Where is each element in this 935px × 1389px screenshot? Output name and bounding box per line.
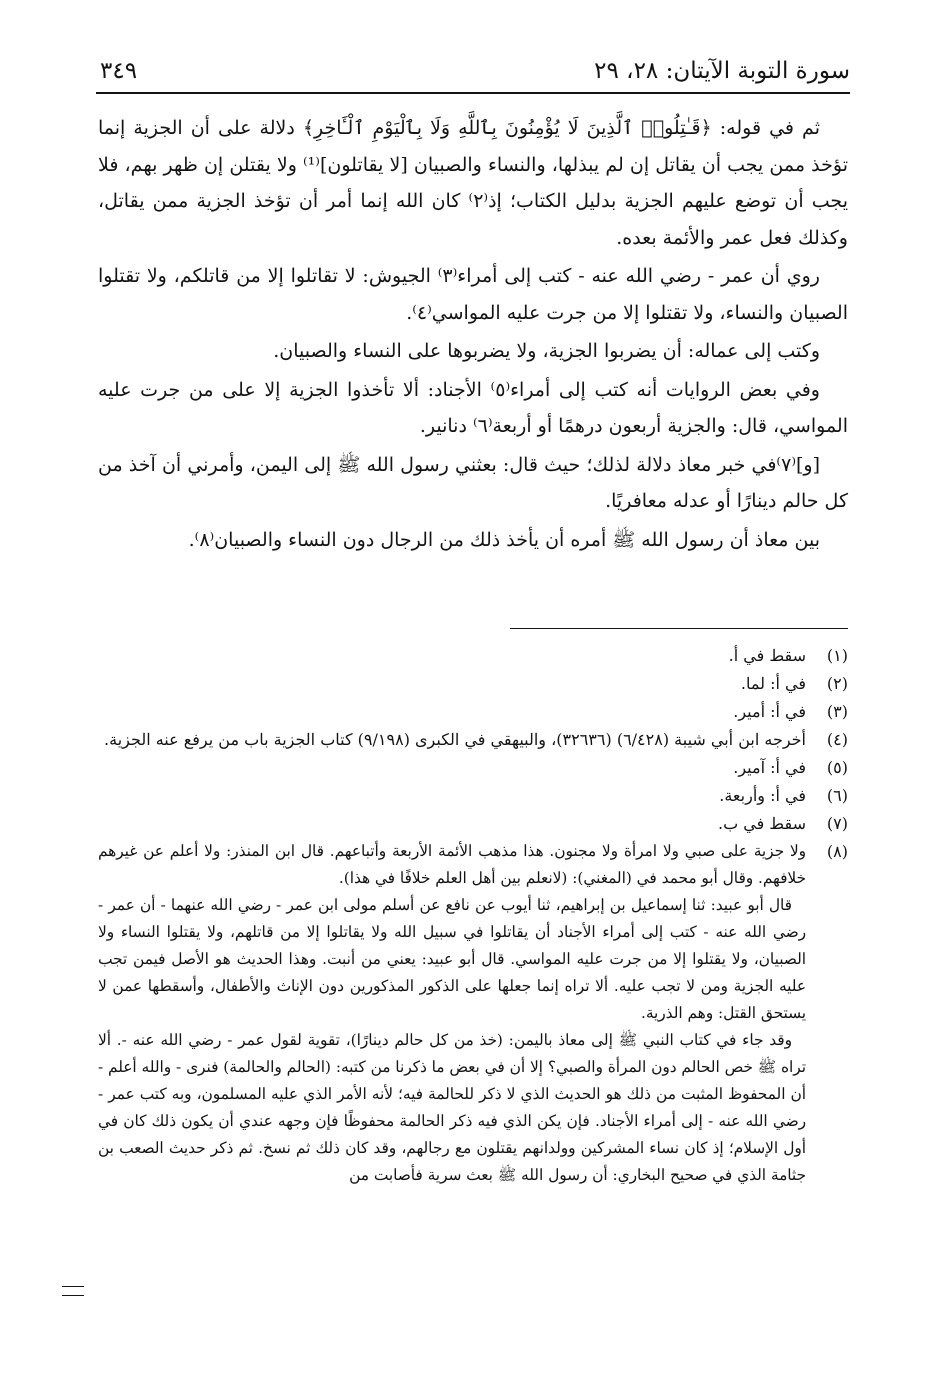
footnote xyxy=(98,642,848,670)
footnote xyxy=(98,782,848,810)
main-paragraph: ثم في قوله: ﴿قَـٰتِلُوا۟ ٱلَّذِينَ لَا يُؤْمِنُونَ بِٱللَّهِ وَلَا بِٱلْيَوْمِ ٱلْـَٔاخِرِ﴾ دلالة على أن الجزية إنما تؤخذ ممن يجب أن يقاتل إن لم يبذلها، والنساء والصبيان [لا يقاتلون]⁽¹⁾ ولا يقتلن إن ظهر بهم، فلا يجب أن توضع عليهم الجزية بدليل الكتاب؛ إذ⁽٢⁾ كان الله إنما أمر أن تؤخذ الجزية ممن يقاتل، وكذلك فعل عمر والأئمة بعده. xyxy=(98,117,849,249)
footnote xyxy=(98,754,848,782)
footnote-number: (٥) xyxy=(826,758,848,777)
footnote-number: (٣) xyxy=(826,702,848,721)
main-text xyxy=(98,110,848,560)
footnote-text: أخرجه ابن أبي شيبة (٦/٤٢٨) (٣٢٦٣٦)، والبيهقي في الكبرى (٩/١٩٨) كتاب الجزية باب من يرفع عنه الجزية. xyxy=(104,730,806,749)
footnote xyxy=(98,810,848,838)
footnote-number: (٦) xyxy=(826,786,848,805)
footnote xyxy=(98,670,848,698)
footnote xyxy=(98,698,848,726)
footnote-text: في أ: آمير. xyxy=(733,758,806,777)
footnote xyxy=(98,726,848,754)
main-paragraph: وفي بعض الروايات أنه كتب إلى أمراء⁽٥⁾ الأجناد: ألا تأخذوا الجزية إلا على من جرت عليه المواسي، قال: والجزية أربعون درهمًا أو أربعة⁽٦⁾ دنانير. xyxy=(98,378,848,437)
footnote-text: في أ: لما. xyxy=(740,674,806,693)
footnote-number: (١) xyxy=(826,646,848,665)
running-header xyxy=(96,52,850,94)
footnotes xyxy=(98,642,848,1189)
footnote-long xyxy=(98,838,848,1189)
footnote-number: (٧) xyxy=(826,814,848,833)
footnote-text: في أ: أمير. xyxy=(733,702,806,721)
footnote-text: في أ: وأربعة. xyxy=(719,786,806,805)
main-paragraph: بين معاذ أن رسول الله ﷺ أمره أن يأخذ ذلك من الرجال دون النساء والصبيان⁽٨⁾. xyxy=(188,528,820,551)
footnote-divider xyxy=(510,628,848,629)
margin-mark xyxy=(62,1286,84,1296)
footnote-paragraph: وقد جاء في كتاب النبي ﷺ إلى معاذ باليمن: (خذ من كل حالم دينارًا)، تقوية لقول عمر - رضي الله عنه -. ألا تراه ﷺ خص الحالم دون المرأة والصبي؟ إلا أن في بعض ما ذكرنا من كتبه: (الحالم والحالمة) فنرى - والله أعلم - أن المحفوظ المثبت من ذلك هو الحديث الذي لا ذكر للحالمة فيه؛ لأنه الأمر الذي عليه المسلمون، وبه كتب عمر - رضي الله عنه - إلى أمراء الأجناد. فإن يكن الذي فيه ذكر الحالمة محفوظًا فإن وجهه عندي أن يكون ذلك كان في أول الإسلام؛ إذ كان نساء المشركين وولدانهم يقتلون مع رجالهم، وقد كان ذلك ثم نسخ. ثم ذكر حديث الصعب بن جثامة الذي في صحيح البخاري: أن رسول الله ﷺ بعث سرية فأصابت من xyxy=(98,1031,806,1184)
footnote-number: (٨) xyxy=(826,842,848,861)
main-paragraph: وكتب إلى عماله: أن يضربوا الجزية، ولا يضربوها على النساء والصبيان. xyxy=(273,340,820,362)
footnote-text: سقط في أ. xyxy=(728,646,806,665)
main-paragraph: [و]⁽٧⁾في خبر معاذ دلالة لذلك؛ حيث قال: بعثني رسول الله ﷺ إلى اليمن، وأمرني أن آخذ من كل حالم دينارًا أو عدله معافريًا. xyxy=(98,453,848,512)
footnote-text: سقط في ب. xyxy=(718,814,806,833)
footnote-number: (٤) xyxy=(826,730,848,749)
footnote-text xyxy=(98,838,806,1189)
footnote-number: (٢) xyxy=(826,674,848,693)
header-title: سورة التوبة الآيتان: ٢٨، ٢٩ xyxy=(594,58,850,84)
footnote-paragraph: قال أبو عبيد: ثنا إسماعيل بن إبراهيم، ثنا أيوب عن نافع عن أسلم مولى ابن عمر - رضي الله عنهما - أن عمر - رضي الله عنه - كتب إلى أمراء الأجناد أن يقاتلوا في سبيل الله ولا يقاتلوا إلا من قاتلهم، ولا يقتلوا النساء ولا الصبيان، ولا يقتلوا إلا من جرت عليه المواسي. قال أبو عبيد: يعني من أنبت. وهذا الحديث هو الأصل فيمن تجب عليه الجزية ومن لا تجب عليه. ألا تراه إنما جعلها على الذكور المذكورين دون الإناث والأطفال، وأسقطها عمن لا يستحق القتل: وهم الذرية. xyxy=(98,896,806,1022)
page-number: ٣٤٩ xyxy=(100,58,138,84)
main-paragraph: روي أن عمر - رضي الله عنه - كتب إلى أمراء⁽٣⁾ الجيوش: لا تقاتلوا إلا من قاتلكم، ولا تقتلوا الصبيان والنساء، ولا تقتلوا إلا من جرت عليه المواسي⁽٤⁾. xyxy=(98,265,848,324)
footnote-paragraph: ولا جزية على صبي ولا امرأة ولا مجنون. هذا مذهب الأئمة الأربعة وأتباعهم. قال ابن المنذر: ولا أعلم عن غيرهم خلافهم. وقال أبو محمد في (المغني): (لانعلم بين أهل العلم خلافًا في هذا). xyxy=(98,842,806,887)
